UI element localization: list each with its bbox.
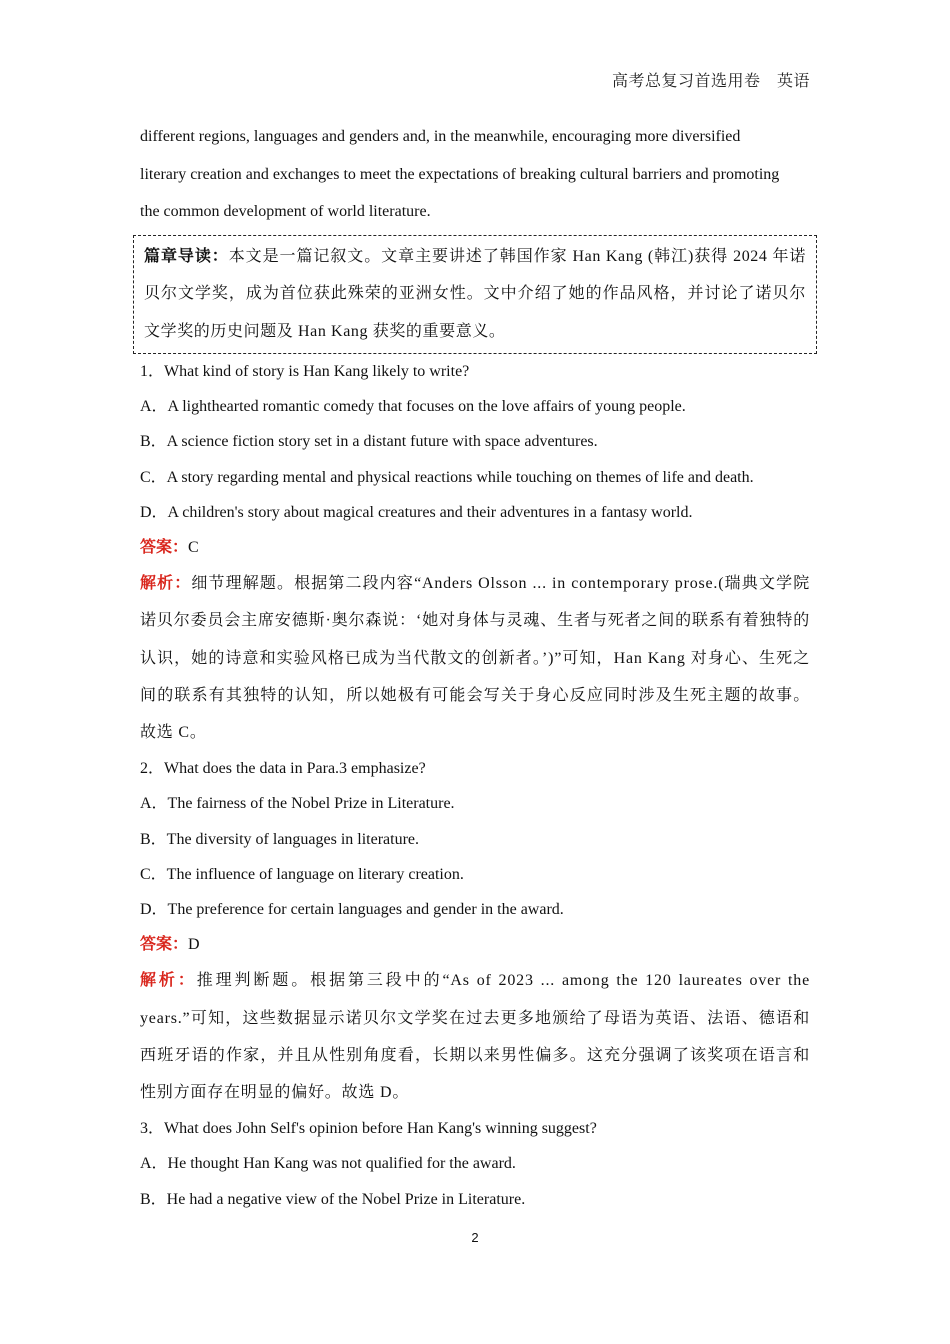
question-text: 3．What does John Self's opinion before Han Kang's winning suggest? bbox=[140, 1120, 597, 1138]
analysis bbox=[140, 962, 810, 1111]
option-d: D．The preference for certain languages and gender in the award. bbox=[140, 901, 564, 919]
page-header: 高考总复习首选用卷 英语 bbox=[611, 73, 810, 90]
option-b: B．He had a negative view of the Nobel Prize in Literature. bbox=[140, 1190, 526, 1208]
option-a: A．The fairness of the Nobel Prize in Literature. bbox=[140, 795, 455, 813]
option-d: D．A children's story about magical creatures and their adventures in a fantasy world. bbox=[140, 503, 693, 521]
analysis bbox=[140, 565, 810, 751]
answer-line bbox=[140, 530, 810, 565]
analysis-label: 解析： bbox=[140, 575, 192, 593]
question-3 bbox=[140, 1111, 810, 1217]
option-a: A．A lighthearted romantic comedy that focuses on the love affairs of young people. bbox=[140, 398, 686, 416]
page-content bbox=[140, 118, 810, 1217]
intro-line: the common development of world literature. bbox=[140, 203, 431, 220]
intro-line: literary creation and exchanges to meet the expectations of breaking cultural barriers and promoting bbox=[140, 165, 780, 183]
option-a: A．He thought Han Kang was not qualified for the award. bbox=[140, 1155, 516, 1173]
question-1 bbox=[140, 354, 810, 751]
question-2 bbox=[140, 751, 810, 1111]
question-text: 1．What kind of story is Han Kang likely to write? bbox=[140, 363, 470, 380]
chapter-guide-box bbox=[133, 235, 817, 355]
answer-label: 答案： bbox=[140, 936, 189, 954]
intro-paragraph bbox=[140, 118, 810, 231]
question-text: 2．What does the data in Para.3 emphasize? bbox=[140, 760, 426, 778]
intro-line: different regions, languages and genders and, in the meanwhile, encouraging more diversified bbox=[140, 128, 741, 145]
answer-line bbox=[140, 927, 810, 962]
answer-label: 答案： bbox=[140, 539, 189, 557]
option-c: C．A story regarding mental and physical reactions while touching on themes of life and death. bbox=[140, 468, 754, 486]
analysis-label: 解析： bbox=[140, 972, 197, 990]
guide-text: 本文是一篇记叙文。文章主要讲述了韩国作家 Han Kang (韩江)获得 2024 年诺贝尔文学奖，成为首位获此殊荣的亚洲女性。文中介绍了她的作品风格，并讨论了诺贝尔文学奖的历史问题及 Han Kang 获奖的重要意义。 bbox=[144, 247, 806, 340]
analysis-text: 推理判断题。根据第三段中的“As of 2023 ... among the 120 laureates over the years.”可知，这些数据显示诺贝尔文学奖在过去更多地颁给了母语为英语、法语、德语和西班牙语的作家，并且从性别角度看，长期以来男性偏多。这充分强调了该奖项在语言和性别方面存在明显的偏好。故选 D。 bbox=[140, 972, 811, 1102]
option-c: C．The influence of language on literary creation. bbox=[140, 865, 464, 883]
answer-value: C bbox=[188, 539, 199, 557]
option-b: B．The diversity of languages in literature. bbox=[140, 830, 420, 848]
answer-value: D bbox=[188, 936, 200, 954]
guide-label: 篇章导读： bbox=[144, 247, 229, 265]
analysis-text: 细节理解题。根据第二段内容“Anders Olsson ... in contemporary prose.(瑞典文学院诺贝尔委员会主席安德斯·奥尔森说：‘她对身体与灵魂、生者与死者之间的联系有着独特的认识，她的诗意和实验风格已成为当代散文的创新者。’)”可知，Han Kang 对身心、生死之间的联系有其独特的认知，所以她极有可能会写关于身心反应同时涉及生死主题的故事。故选 C。 bbox=[140, 575, 810, 742]
page-number: 2 bbox=[471, 1230, 479, 1245]
option-b: B．A science fiction story set in a distant future with space adventures. bbox=[140, 433, 598, 451]
